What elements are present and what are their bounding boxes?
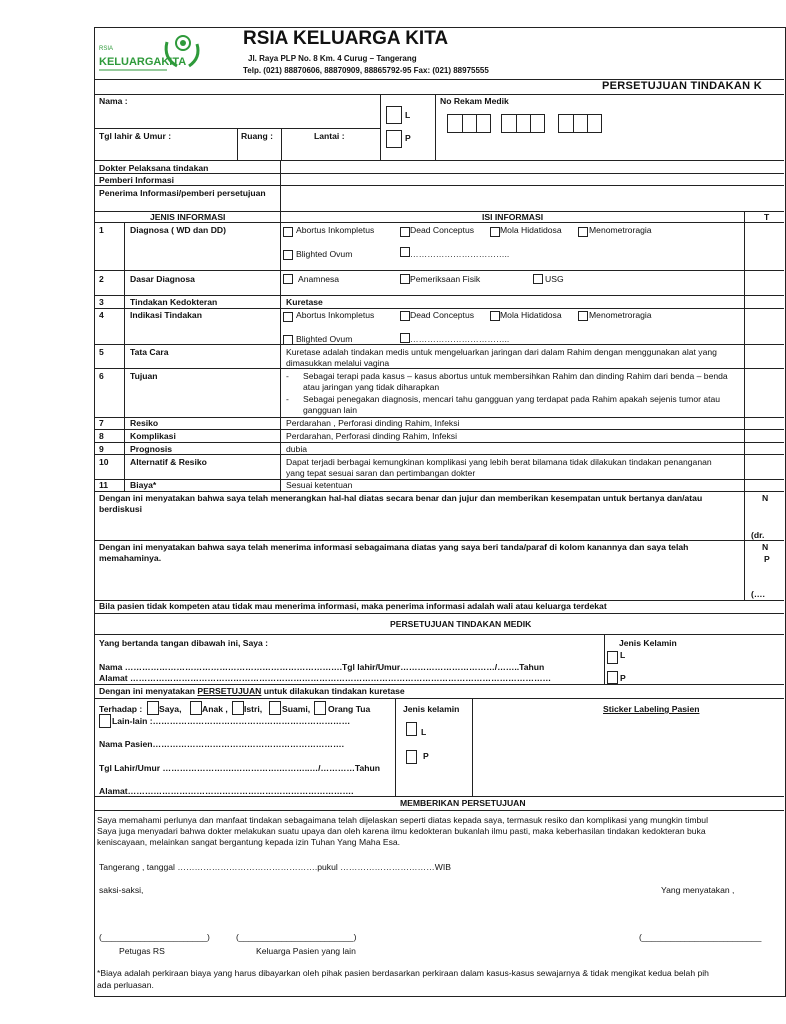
row-9-value: dubia (286, 444, 308, 454)
hospital-address: Jl. Raya PLP No. 8 Km. 4 Curug – Tangerang (248, 54, 417, 63)
row-6-bullet-1: - (286, 371, 289, 381)
diag-other-dots: …………………………….. (410, 249, 510, 259)
ind-abortus-checkbox[interactable] (283, 312, 293, 322)
ruang-label: Ruang : (241, 131, 273, 141)
diag-dead-checkbox[interactable] (400, 227, 410, 237)
sticker-labeling-label: Sticker Labeling Pasien (603, 704, 700, 714)
diag-abortus-checkbox[interactable] (283, 227, 293, 237)
row-6-bullet-2: - (286, 394, 289, 404)
svg-text:KELUARGAKITA: KELUARGAKITA (99, 56, 187, 68)
footnote-line-1: *Biaya adalah perkiraan biaya yang harus dibayarkan oleh pihak pasien berdasarkan perkiraan dalam kasus-kasus sewajarnya & tidak mengikat kedua belah pih (97, 968, 709, 978)
statement-1-n: N (762, 493, 769, 503)
row-5-label: Tata Cara (130, 347, 169, 357)
signature-petugas-line: (______________________) (99, 932, 210, 942)
terhadap-suami-label: Suami, (282, 704, 311, 714)
terhadap-lain-checkbox[interactable] (99, 714, 111, 728)
row-2-label: Dasar Diagnosa (130, 274, 195, 284)
pasien-jenis-kelamin: Jenis kelamin (403, 704, 460, 714)
row-10-value: Dapat terjadi berbagai kemungkinan komplikasi yang lebih berat bilamana tidak dilakukan tindakan penanganan yang tepat sesuai saran dan pertimbangan dokter (286, 457, 712, 478)
row-11-label: Biaya* (130, 480, 157, 490)
terhadap-orangtua-label: Orang Tua (328, 704, 371, 714)
row-2-no: 2 (99, 274, 104, 284)
row-9-no: 9 (99, 444, 104, 454)
col-isi-informasi: ISI INFORMASI (482, 212, 544, 222)
diag-abortus-label: Abortus Inkompletus (296, 225, 375, 235)
consent-nama-line: Nama ………………………………………………………………….Tgl lahir/Umur……………………………/……..Tahun (99, 662, 545, 672)
ind-other-dots: …………………………….. (410, 334, 510, 344)
statement-1-dr: (dr. (751, 530, 765, 540)
hospital-logo (97, 30, 207, 78)
diag-dead-label: Dead Conceptus (410, 225, 475, 235)
consent-gender-l-checkbox[interactable] (607, 651, 618, 664)
statement-2-p: P (764, 554, 770, 564)
terhadap-label: Terhadap : (99, 704, 143, 714)
row-3-no: 3 (99, 297, 104, 307)
row-6-value-1: Sebagai terapi pada kasus – kasus abortus untuk membersihkan Rahim dan dinding Rahim dari benda – benda atau jaringan yang tidak diharapkan (303, 371, 728, 392)
row-3-label: Tindakan Kedokteran (130, 297, 218, 307)
diag-other-checkbox[interactable] (400, 247, 410, 257)
ind-meno-label: Menometroragia (589, 310, 652, 320)
no-rekam-medik-label: No Rekam Medik (440, 96, 509, 106)
col-jenis-informasi: JENIS INFORMASI (150, 212, 226, 222)
form-title: PERSETUJUAN TINDAKAN K (602, 80, 762, 92)
row-7-label: Resiko (130, 418, 159, 428)
dasar-anamnesa-label: Anamnesa (298, 274, 340, 284)
memberikan-paragraph-3: keniscayaan, melainkan sangat bergantung kepada izin Tuhan Yang Maha Esa. (97, 837, 401, 847)
row-4-no: 4 (99, 310, 104, 320)
consent-alamat-line: Alamat ………………………………………………………………………………………………………………………………… (99, 673, 552, 683)
statement-2-paren: (…. (751, 589, 765, 599)
col-t: T (764, 212, 770, 222)
gender-p-checkbox[interactable] (386, 130, 402, 148)
alamat-pasien-line: Alamat……………………………………………………………………. (99, 786, 354, 796)
row-5-no: 5 (99, 347, 104, 357)
memberikan-title: MEMBERIKAN PERSETUJUAN (400, 798, 526, 808)
diag-mola-label: Mola Hidatidosa (500, 225, 562, 235)
ind-mola-checkbox[interactable] (490, 311, 500, 321)
lantai-label: Lantai : (314, 131, 345, 141)
statement-1: Dengan ini menyatakan bahwa saya telah menerangkan hal-hal diatas secara benar dan jujur dan memberikan kesempatan untuk bertanya dan/atau berdiskusi (99, 493, 703, 514)
pasien-gender-p-checkbox[interactable] (406, 750, 417, 764)
pasien-gender-p-label: P (423, 751, 429, 761)
consent-gender-p-checkbox[interactable] (607, 671, 618, 684)
row-7-value: Perdarahan , Perforasi dinding Rahim, Infeksi (286, 418, 460, 428)
pemberi-informasi-label: Pemberi Informasi (99, 175, 174, 185)
row-9-label: Prognosis (130, 444, 173, 454)
terhadap-anak-label: Anak , (202, 704, 228, 714)
menyatakan-prefix: Dengan ini menyatakan (99, 686, 198, 696)
dasar-usg-label: USG (545, 274, 564, 284)
row-8-label: Komplikasi (130, 431, 176, 441)
ind-mola-label: Mola Hidatidosa (500, 310, 562, 320)
row-7-no: 7 (99, 418, 104, 428)
menyatakan-persetujuan (99, 686, 405, 696)
diag-mola-checkbox[interactable] (490, 227, 500, 237)
terhadap-saya-checkbox[interactable] (147, 701, 159, 715)
row-10-no: 10 (99, 457, 109, 467)
terhadap-suami-checkbox[interactable] (269, 701, 281, 715)
gender-l-checkbox[interactable] (386, 106, 402, 124)
ind-other-checkbox[interactable] (400, 333, 410, 343)
row-8-value: Perdarahan, Perforasi dinding Rahim, Infeksi (286, 431, 458, 441)
hospital-phone: Telp. (021) 88870606, 88870909, 88865792-95 Fax: (021) 88975555 (243, 66, 489, 75)
penerima-informasi-label: Penerima Informasi/pemberi persetujuan (99, 188, 266, 198)
statement-2-n: N (762, 542, 769, 552)
diag-blighted-checkbox[interactable] (283, 250, 293, 260)
menyatakan-underlined: PERSETUJUAN (197, 686, 262, 696)
menyatakan-suffix: untuk dilakukan tindakan kuretase (261, 686, 405, 696)
dasar-fisik-label: Pemeriksaan Fisik (410, 274, 481, 284)
row-3-value: Kuretase (286, 297, 323, 307)
ind-blighted-label: Blighted Ovum (296, 334, 353, 344)
tanggal-line: Tangerang , tanggal ………………………………………….pukul ……………………………WIB (99, 862, 451, 872)
row-1-no: 1 (99, 225, 104, 235)
hospital-name: RSIA KELUARGA KITA (243, 28, 449, 49)
diag-meno-checkbox[interactable] (578, 227, 588, 237)
diag-meno-label: Menometroragia (589, 225, 652, 235)
row-11-value: Sesuai ketentuan (286, 480, 353, 490)
row-11-no: 11 (99, 480, 109, 490)
nama-label: Nama : (99, 96, 128, 106)
row-6-label: Tujuan (130, 371, 158, 381)
consent-title: PERSETUJUAN TINDAKAN MEDIK (390, 619, 532, 629)
rekam-medik-box-1[interactable] (447, 114, 491, 133)
yang-bertanda-label: Yang bertanda tangan dibawah ini, Saya : (99, 638, 269, 648)
footnote-line-2: ada perluasan. (97, 980, 154, 990)
dasar-usg-checkbox[interactable] (533, 274, 543, 284)
dokter-pelaksana-label: Dokter Pelaksana tindakan (99, 163, 209, 173)
consent-gender-l-label: L (620, 650, 626, 660)
statement-3: Bila pasien tidak kompeten atau tidak mau menerima informasi, maka penerima informasi adalah wali atau keluarga terdekat (99, 601, 607, 611)
ind-dead-label: Dead Conceptus (410, 310, 475, 320)
diag-blighted-label: Blighted Ovum (296, 249, 353, 259)
ind-meno-checkbox[interactable] (578, 311, 588, 321)
nama-pasien-line: Nama Pasien…………………………………………………………. (99, 739, 344, 749)
dasar-anamnesa-checkbox[interactable] (283, 274, 293, 284)
signature-yang-menyatakan-line: (_________________________ (639, 932, 762, 942)
pasien-gender-l-label: L (421, 727, 427, 737)
yang-menyatakan-label: Yang menyatakan , (661, 885, 735, 895)
petugas-rs-label: Petugas RS (119, 946, 165, 956)
row-8-no: 8 (99, 431, 104, 441)
consent-gender-p-label: P (620, 673, 626, 683)
terhadap-orangtua-checkbox[interactable] (314, 701, 326, 715)
keluarga-pasien-label: Keluarga Pasien yang lain (256, 946, 356, 956)
svg-text:RSIA: RSIA (99, 46, 114, 52)
consent-jenis-kelamin: Jenis Kelamin (619, 638, 677, 648)
row-6-value-2: Sebagai penegakan diagnosis, mencari tahu gangguan yang terdapat pada Rahim apakah sejenis tumor atau gangguan lain (303, 394, 721, 415)
ind-dead-checkbox[interactable] (400, 311, 410, 321)
row-10-label: Alternatif & Resiko (130, 457, 207, 467)
terhadap-istri-checkbox[interactable] (232, 701, 244, 715)
terhadap-anak-checkbox[interactable] (190, 701, 202, 715)
tgl-lahir-pasien-line: Tgl Lahir/Umur …………………….…………….………..…/…………Tahun (99, 763, 381, 773)
gender-l-label: L (405, 110, 411, 120)
memberikan-paragraph-2: Saya juga menyadari bahwa dokter melakukan suatu upaya dan oleh karena ilmu kedokteran bukanlah ilmu pasti, maka keberhasilan tindakan kedokteran buka (97, 826, 706, 836)
row-1-label: Diagnosa ( WD dan DD) (130, 225, 226, 235)
ind-abortus-label: Abortus Inkompletus (296, 310, 375, 320)
terhadap-saya-label: Saya, (159, 704, 182, 714)
terhadap-istri-label: Istri, (244, 704, 263, 714)
terhadap-lain-label: Lain-lain :…………………………………………………………… (112, 716, 351, 726)
signature-keluarga-line: (________________________) (236, 932, 357, 942)
saksi-label: saksi-saksi, (99, 885, 144, 895)
rekam-medik-box-2[interactable] (501, 114, 545, 133)
row-5-value: Kuretase adalah tindakan medis untuk mengeluarkan jaringan dari dalam Rahim dengan menggunakan alat yang dimasukkan melalui vagina (286, 347, 717, 368)
row-6-no: 6 (99, 371, 104, 381)
memberikan-paragraph-1: Saya memahami perlunya dan manfaat tindakan sebagaimana telah dijelaskan seperti diatas kepada saya, termasuk resiko dan komplikasi yang mungkin timbul (97, 815, 708, 825)
dasar-fisik-checkbox[interactable] (400, 274, 410, 284)
gender-p-label: P (405, 133, 411, 143)
tgl-lahir-label: Tgl lahir & Umur : (99, 131, 172, 141)
row-4-label: Indikasi Tindakan (130, 310, 202, 320)
rekam-medik-box-3[interactable] (558, 114, 602, 133)
statement-2: Dengan ini menyatakan bahwa saya telah menerima informasi sebagaimana diatas yang saya beri tanda/paraf di kolom kanannya dan saya telah memahaminya. (99, 542, 689, 563)
pasien-gender-l-checkbox[interactable] (406, 722, 417, 736)
